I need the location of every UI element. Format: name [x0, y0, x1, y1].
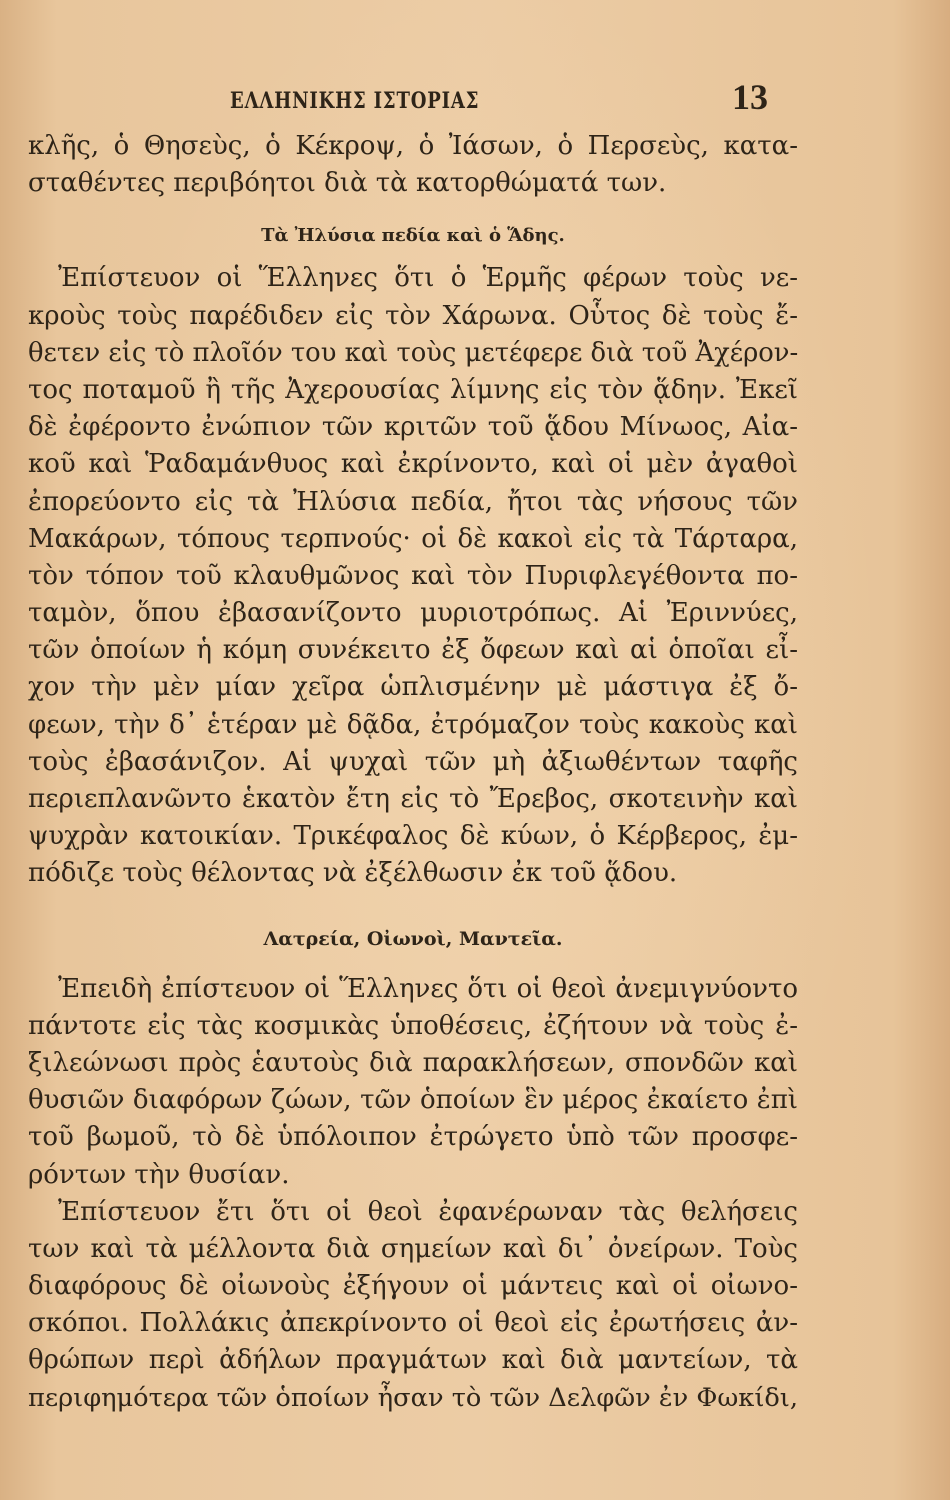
- text-line: ἐπορεύοντο εἰς τὰ Ἠλύσια πεδία, ἤτοι τὰς νήσους τῶν: [28, 486, 798, 517]
- text-line: των καὶ τὰ μέλλοντα διὰ σημείων καὶ δι᾽ ὀνείρων. Τοὺς: [28, 1233, 798, 1264]
- text-line: χον τὴν μὲν μίαν χεῖρα ὡπλισμένην μὲ μάστιγα ἐξ ὄ-: [28, 672, 798, 703]
- text-line: ρόντων τὴν θυσίαν.: [28, 1159, 290, 1190]
- text-line: σκόποι. Πολλάκις ἀπεκρίνοντο οἱ θεοὶ εἰς ἐρωτήσεις ἀν-: [28, 1308, 798, 1339]
- running-head: ΕΛΛΗΝΙΚΗΣ ΙΣΤΟΡΙΑΣ: [230, 88, 480, 114]
- section-heading: Λατρεία, Οἰωνοὶ, Μαντεῖα.: [263, 927, 563, 950]
- text-line: ταμὸν, ὅπου ἐβασανίζοντο μυριοτρόπως. Αἱ Ἐριννύες,: [28, 598, 798, 629]
- text-line: πάντοτε εἰς τὰς κοσμικὰς ὑποθέσεις, ἐζήτουν νὰ τοὺς ἐ-: [28, 1010, 798, 1041]
- text-line: τὸν τόπον τοῦ κλαυθμῶνος καὶ τὸν Πυριφλεγέθοντα πο-: [28, 560, 798, 591]
- page-number: 13: [732, 77, 768, 117]
- text-line: τοῦ βωμοῦ, τὸ δὲ ὑπόλοιπον ἐτρώγετο ὑπὸ τῶν προσφε-: [28, 1122, 798, 1153]
- text-line: θρώπων περὶ ἀδήλων πραγμάτων καὶ διὰ μαντείων, τὰ: [28, 1345, 798, 1376]
- text-line: τος ποταμοῦ ἢ τῆς Ἀχερουσίας λίμνης εἰς τὸν ᾅδην. Ἐκεῖ: [28, 374, 798, 405]
- text-line: θυσιῶν διαφόρων ζώων, τῶν ὁποίων ἓν μέρος ἐκαίετο ἐπὶ: [28, 1085, 798, 1116]
- text-line: περιεπλανῶντο ἑκατὸν ἔτη εἰς τὸ Ἔρεβος, σκοτεινὴν καὶ: [28, 784, 798, 814]
- text-line: ξιλεώνωσι πρὸς ἑαυτοὺς διὰ παρακλήσεων, σπονδῶν καὶ: [28, 1047, 798, 1078]
- text-line: τῶν ὁποίων ἡ κόμη συνέκειτο ἐξ ὄφεων καὶ αἱ ὁποῖαι εἶ-: [28, 635, 798, 666]
- text-block: [28, 128, 798, 1417]
- text-line: Μακάρων, τόπους τερπνούς· οἱ δὲ κακοὶ εἰς τὰ Τάρταρα,: [28, 523, 798, 554]
- text-line: περιφημότερα τῶν ὁποίων ἦσαν τὸ τῶν Δελφῶν ἐν Φωκίδι,: [28, 1382, 798, 1413]
- text-line: διαφόρους δὲ οἰωνοὺς ἐξήγουν οἱ μάντεις καὶ οἱ οἰωνο-: [28, 1271, 798, 1302]
- text-line: Ἐπίστευον ἔτι ὅτι οἱ θεοὶ ἐφανέρωναν τὰς θελήσεις: [58, 1196, 798, 1227]
- text-line: Ἐπίστευον οἱ Ἕλληνες ὅτι ὁ Ἑρμῆς φέρων τοὺς νε-: [58, 263, 798, 294]
- text-line: δὲ ἐφέροντο ἐνώπιον τῶν κριτῶν τοῦ ᾅδου Μίνωος, Αἰα-: [28, 412, 798, 443]
- text-line: τοὺς ἐβασάνιζον. Αἱ ψυχαὶ τῶν μὴ ἀξιωθέντων ταφῆς: [28, 746, 798, 777]
- text-line: ψυχρὰν κατοικίαν. Τρικέφαλος δὲ κύων, ὁ Κέρβερος, ἐμ-: [28, 821, 798, 852]
- text-line: σταθέντες περιβόητοι διὰ τὰ κατορθώματά των.: [28, 168, 667, 199]
- text-line: Ἐπειδὴ ἐπίστευον οἱ Ἕλληνες ὅτι οἱ θεοὶ ἀνεμιγνύοντο: [58, 973, 798, 1004]
- text-line: θετεν εἰς τὸ πλοῖόν του καὶ τοὺς μετέφερε διὰ τοῦ Ἀχέρον-: [28, 337, 799, 368]
- section-heading: Τὰ Ἠλύσια πεδία καὶ ὁ Ἅδης.: [261, 225, 565, 247]
- text-line: κοῦ καὶ Ῥαδαμάνθυος καὶ ἐκρίνοντο, καὶ οἱ μὲν ἀγαθοὶ: [28, 449, 798, 480]
- text-line: κροὺς τοὺς παρέδιδεν εἰς τὸν Χάρωνα. Οὗτος δὲ τοὺς ἔ-: [28, 300, 798, 331]
- text-line: φεων, τὴν δ᾽ ἑτέραν μὲ δᾷδα, ἐτρόμαζον τοὺς κακοὺς καὶ: [28, 709, 798, 740]
- text-line: πόδιζε τοὺς θέλοντας νὰ ἐξέλθωσιν ἐκ τοῦ ᾅδου.: [28, 858, 678, 889]
- text-line: κλῆς, ὁ Θησεὺς, ὁ Κέκροψ, ὁ Ἰάσων, ὁ Περσεὺς, κατα-: [28, 131, 798, 161]
